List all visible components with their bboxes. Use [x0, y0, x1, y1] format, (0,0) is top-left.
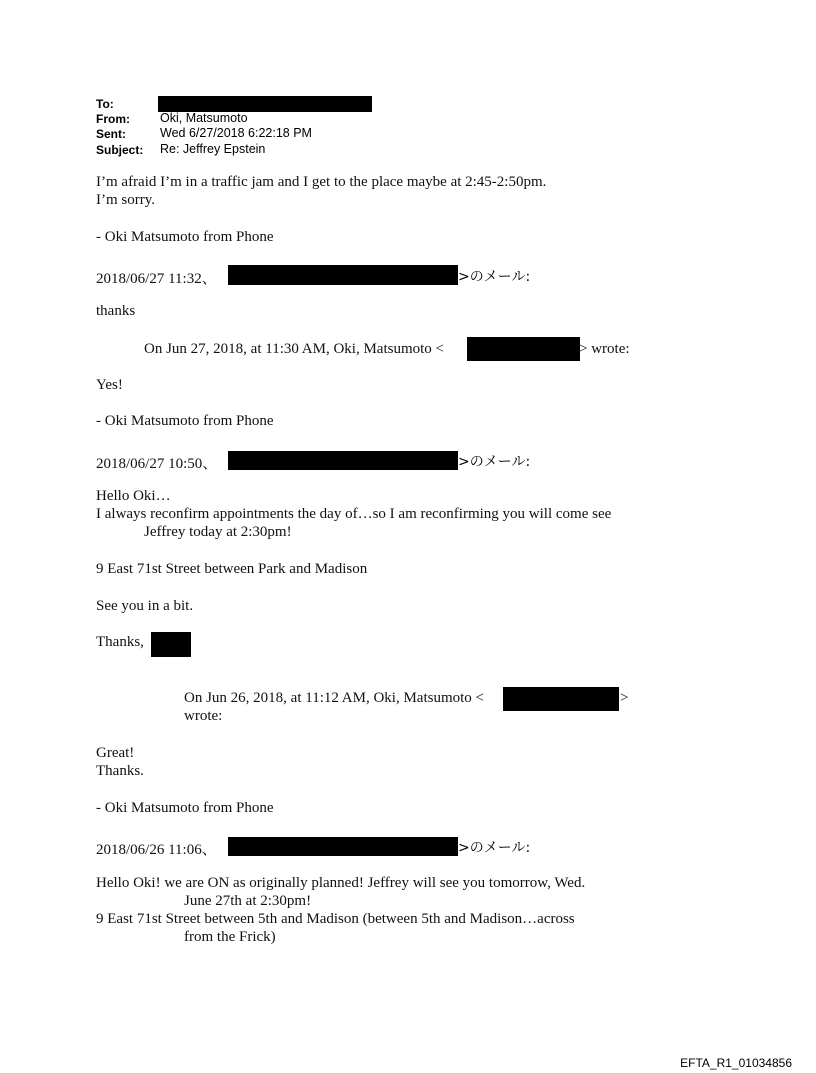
subject-value: Re: Jeffrey Epstein: [160, 142, 266, 156]
body-paragraph: I’m sorry.: [96, 192, 156, 208]
body-line: Jeffrey today at 2:30pm!: [144, 524, 292, 540]
redacted-email: [228, 265, 458, 285]
body-line: Hello Oki…: [96, 488, 171, 504]
subject-label: Subject:: [96, 143, 144, 157]
quote-date: 2018/06/27 10:50、: [96, 456, 218, 472]
quote-date: 2018/06/27 11:32、: [96, 271, 217, 287]
redacted-to: [158, 96, 372, 112]
body-paragraph: I’m afraid I’m in a traffic jam and I get to the place maybe at 2:45-2:50pm.: [96, 174, 547, 190]
body-line: Thanks.: [96, 763, 144, 779]
quote-suffix: >のメール:: [458, 454, 531, 470]
redacted-email: [467, 337, 580, 361]
quote-attribution: On Jun 27, 2018, at 11:30 AM, Oki, Matsumoto <: [144, 341, 444, 357]
signature: - Oki Matsumoto from Phone: [96, 229, 274, 245]
body-line: Hello Oki! we are ON as originally planned! Jeffrey will see you tomorrow, Wed.: [96, 875, 586, 891]
sent-value: Wed 6/27/2018 6:22:18 PM: [160, 126, 312, 140]
redacted-email: [228, 451, 458, 470]
redacted-name: [151, 632, 191, 657]
document-id: EFTA_R1_01034856: [680, 1056, 792, 1070]
body-line: See you in a bit.: [96, 598, 194, 614]
body-line: thanks: [96, 303, 136, 319]
quote-date: 2018/06/26 11:06、: [96, 842, 217, 858]
body-line: June 27th at 2:30pm!: [184, 893, 312, 909]
body-line: I always reconfirm appointments the day of…so I am reconfirming you will come see: [96, 506, 612, 522]
quote-suffix: >のメール:: [458, 269, 531, 285]
address: 9 East 71st Street between 5th and Madison (between 5th and Madison…across: [96, 911, 575, 927]
body-line: Great!: [96, 745, 135, 761]
from-label: From:: [96, 112, 130, 126]
redacted-email: [228, 837, 458, 856]
signature: - Oki Matsumoto from Phone: [96, 800, 274, 816]
quote-attribution-suffix: >: [620, 690, 629, 706]
quote-attribution-suffix: > wrote:: [579, 341, 630, 357]
address: from the Frick): [184, 929, 276, 945]
redacted-email: [503, 687, 619, 711]
quote-suffix: >のメール:: [458, 840, 531, 856]
body-line: Yes!: [96, 377, 123, 393]
signature: - Oki Matsumoto from Phone: [96, 413, 274, 429]
sent-label: Sent:: [96, 127, 126, 141]
quote-attribution: On Jun 26, 2018, at 11:12 AM, Oki, Matsumoto <: [184, 690, 484, 706]
body-line: Thanks,: [96, 634, 144, 650]
address: 9 East 71st Street between Park and Madison: [96, 561, 368, 577]
quote-attribution: wrote:: [184, 708, 223, 724]
from-value: Oki, Matsumoto: [160, 111, 248, 125]
to-label: To:: [96, 97, 114, 111]
